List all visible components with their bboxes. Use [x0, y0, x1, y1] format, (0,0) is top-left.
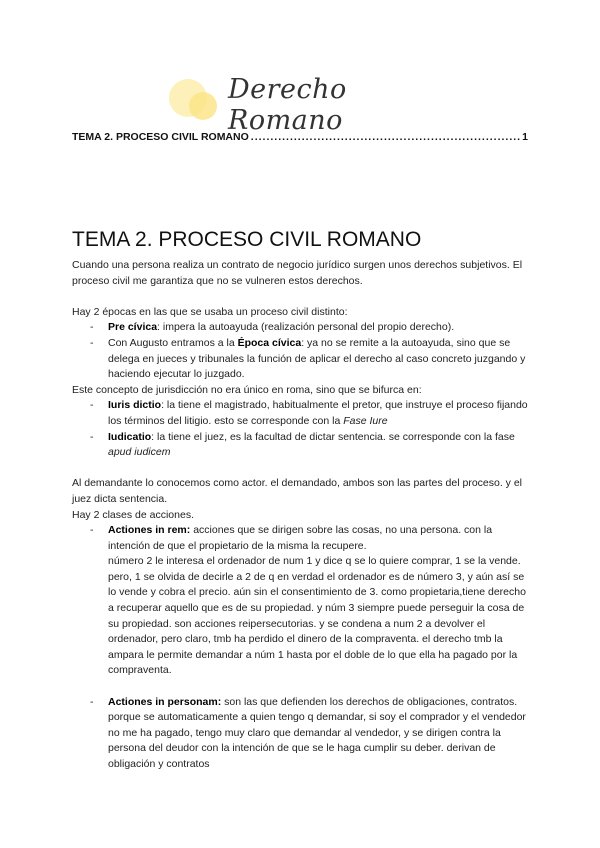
- toc-entry[interactable]: [72, 131, 528, 143]
- brand-title: Derecho Romano: [228, 74, 347, 136]
- list-item: - Actiones in personam: son las que defienden los derechos de obligaciones, contratos. porque se automaticamente a quien tengo q demandar, si soy el comprador y el vendedor no me ha pagado, tengo muy claro que demandar al vendedor, y se dirigen contra la persona del deudor con la intención de que se le haga cumplir su deber. derivan de obligación y contratos: [72, 695, 532, 773]
- sun-circles-icon: [160, 62, 230, 132]
- jurisdiction-intro: Este concepto de jurisdicción no era único en roma, sino que se bifurca en:: [72, 383, 422, 396]
- list-item: - Actiones in rem: acciones que se dirigen sobre las cosas, no una persona. con la intención de que el propietario de la misma la recupere. número 2 le interesa el ordenador de num 1 y dice q se lo quiere comprar, 1 se la vende. pero, 1 se olvida de decirle a 2 de q en verdad el ordenador es de número 3, y aún así se lo vende y cobra el precio. aún sin el consentimiento de 3. como propietaria,tiene derecho a recuperar aquello que es de su propiedad. y núm 3 siempre puede perseguir la cosa de su propiedad. son acciones reipersecutorias. y se condena a num 2 a devolver el ordenador, pero claro, tmb ha perdido el dinero de la compraventa. el derecho tmb la ampara le permite demandar a núm 1 hasta por el doble de lo que ella ha pagado por la compraventa.: [72, 523, 532, 679]
- jurisdiction-list: [72, 398, 532, 460]
- list-item: - Pre cívica: impera la autoayuda (realización personal del propio derecho).: [72, 320, 532, 336]
- list-item: - Iuris dictio: la tiene el magistrado, habitualmente el pretor, que instruye el proceso fijando los términos del litigio. esto se corresponde con la Fase Iure: [72, 398, 532, 429]
- toc-page: 1: [522, 131, 528, 143]
- parties-paragraph: Al demandante lo conocemos como actor. el demandado, ambos son las partes del proceso. y el juez dicta sentencia.: [72, 477, 523, 505]
- toc-leader: [251, 131, 520, 143]
- toc-title: TEMA 2. PROCESO CIVIL ROMANO: [72, 131, 249, 143]
- epochs-intro: Hay 2 épocas en las que se usaba un proceso civil distinto:: [72, 305, 348, 318]
- intro-paragraph: Cuando una persona realiza un contrato de negocio jurídico surgen unos derechos subjetivos. El proceso civil me garantiza que no se vulneren estos derechos.: [72, 259, 523, 287]
- page-heading: TEMA 2. PROCESO CIVIL ROMANO: [72, 228, 422, 251]
- document-body: [72, 258, 532, 773]
- actions-intro: Hay 2 clases de acciones.: [72, 508, 194, 521]
- rem-example: número 2 le interesa el ordenador de num 1 y dice q se lo quiere comprar, 1 se la vende. pero, 1 se olvida de decirle a 2 de q en verdad el ordenador es de número 3, y aún así se lo vende y cobra el precio. aún sin el consentimiento de 3. como propietaria,tiene derecho a recuperar aquello que es de su propiedad. y núm 3 siempre puede perseguir la cosa de su propiedad. son acciones reipersecutorias. y se condena a num 2 a devolver el ordenador, pero claro, tmb ha perdido el dinero de la compraventa. el derecho tmb la ampara le permite demandar a núm 1 hasta por el doble de lo que ella ha pagado por la compraventa.: [108, 555, 526, 677]
- header-logo: [160, 62, 460, 136]
- list-item: - Con Augusto entramos a la Época cívica: ya no se remite a la autoayuda, sino que se delega en jueces y tribunales la función de aplicar el derecho al caso concreto juzgando y haciendo ejecutar lo juzgado.: [72, 336, 532, 383]
- list-item: - Iudicatio: la tiene el juez, es la facultad de dictar sentencia. se corresponde con la fase apud iudicem: [72, 430, 532, 461]
- actions-list: [72, 523, 532, 773]
- epochs-list: [72, 320, 532, 382]
